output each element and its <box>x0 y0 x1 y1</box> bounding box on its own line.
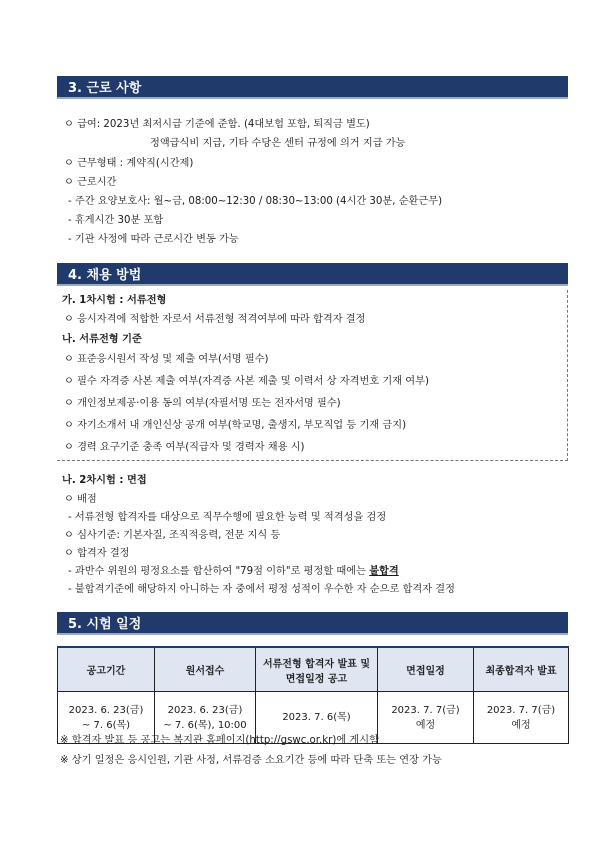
fail-criteria-text: - 과반수 위원의 평정요소를 합산하여 "79점 이하"로 평정할 때에는 <box>68 566 370 577</box>
section-3-header <box>57 76 568 97</box>
pass-order-line: - 불합격기준에 해당하지 아니하는 자 중에서 평정 성적이 우수한 자 순으로 합격자 결정 <box>68 584 455 595</box>
criteria-item: ㅇ 필수 자격증 사본 제출 여부(자격증 사본 제출 및 이력서 상 자격번호 기재 여부) <box>64 376 429 387</box>
pass-decision-line: ㅇ 합격자 결정 <box>64 548 130 559</box>
section-5-header <box>57 612 568 633</box>
break-time-line: - 휴게시간 30분 포함 <box>68 215 164 226</box>
criteria-item: ㅇ 경력 요구기준 충족 여부(직급자 및 경력자 채용 시) <box>64 442 305 453</box>
header-cell: 공고기간 <box>58 647 155 692</box>
section-5-underline <box>57 633 568 635</box>
criteria-item: ㅇ 자기소개서 내 개인신상 공개 여부(학교명, 출생지, 부모직업 등 기재 금지) <box>64 420 407 431</box>
criteria-item: ㅇ 개인정보제공·이용 동의 여부(자필서명 또는 전자서명 필수) <box>64 398 341 409</box>
first-exam-title: 가. 1차시험 : 서류전형 <box>62 295 167 306</box>
first-exam-item: ㅇ 응시자격에 적합한 자로서 서류전형 적격여부에 따라 합격자 결정 <box>64 314 366 325</box>
section-4-title: 4. 채용 방법 <box>68 268 142 283</box>
header-cell: 서류전형 합격자 발표 및 면접일정 공고 <box>256 647 378 692</box>
screening-result-cell: 2023. 7. 6(목) <box>256 692 378 744</box>
criteria-item: ㅇ 표준응시원서 작성 및 제출 여부(서명 필수) <box>64 354 269 365</box>
review-criteria-line: ㅇ 심사기준: 기본자질, 조직적응력, 전문 지식 등 <box>64 530 281 541</box>
application-period-cell: 2023. 6. 23(금) ~ 7. 6(목), 10:00 <box>155 692 256 744</box>
fail-criteria-line <box>68 565 399 579</box>
schedule-change-note: ※ 상기 일정은 응시인원, 기관 사정, 서류검증 소요기간 등에 따라 단축 또는 연장 가능 <box>60 755 442 766</box>
salary-line: ㅇ 급여: 2023년 최저시급 기준에 준함. (4대보험 포함, 퇴직금 별도) <box>64 119 370 130</box>
work-type-line: ㅇ 근무형태 : 계약직(시간제) <box>64 158 194 169</box>
section-4-header <box>57 263 568 284</box>
screening-criteria-title: 나. 서류전형 기준 <box>62 334 142 345</box>
work-hours-detail: - 주간 요양보호사: 월~금, 08:00~12:30 / 08:30~13:00 (4시간 30분, 순환근무) <box>68 196 443 207</box>
announcement-note: ※ 합격자 발표 등 공고는 복지관 홈페이지(http://gswc.or.kr)에 게시함 <box>60 735 379 746</box>
scoring-detail: - 서류전형 합격자를 대상으로 직무수행에 필요한 능력 및 적격성을 검정 <box>68 512 387 523</box>
interview-date-cell: 2023. 7. 7(금) 예정 <box>378 692 474 744</box>
announcement-period-cell: 2023. 6. 23(금) ~ 7. 6(목) <box>58 692 155 744</box>
section-3-underline <box>57 97 568 99</box>
section-4-underline <box>57 284 568 286</box>
header-cell: 최종합격자 발표 <box>474 647 569 692</box>
schedule-table <box>57 646 569 744</box>
scoring-line: ㅇ 배점 <box>64 494 97 505</box>
second-exam-title: 나. 2차시험 : 면접 <box>62 475 147 486</box>
header-cell: 원서접수 <box>155 647 256 692</box>
fail-label: 불합격 <box>369 566 399 577</box>
section-5-title: 5. 시험 일정 <box>68 617 142 632</box>
schedule-header-row <box>58 647 569 692</box>
final-result-cell: 2023. 7. 7(금) 예정 <box>474 692 569 744</box>
hours-change-line: - 기관 사정에 따라 근로시간 변동 가능 <box>68 234 239 245</box>
meal-allowance-line: 정액급식비 지급, 기타 수당은 센터 규정에 의거 지급 가능 <box>150 138 406 149</box>
header-cell: 면접일정 <box>378 647 474 692</box>
work-hours-heading: ㅇ 근로시간 <box>64 177 117 188</box>
section-3-title: 3. 근로 사항 <box>68 81 142 96</box>
